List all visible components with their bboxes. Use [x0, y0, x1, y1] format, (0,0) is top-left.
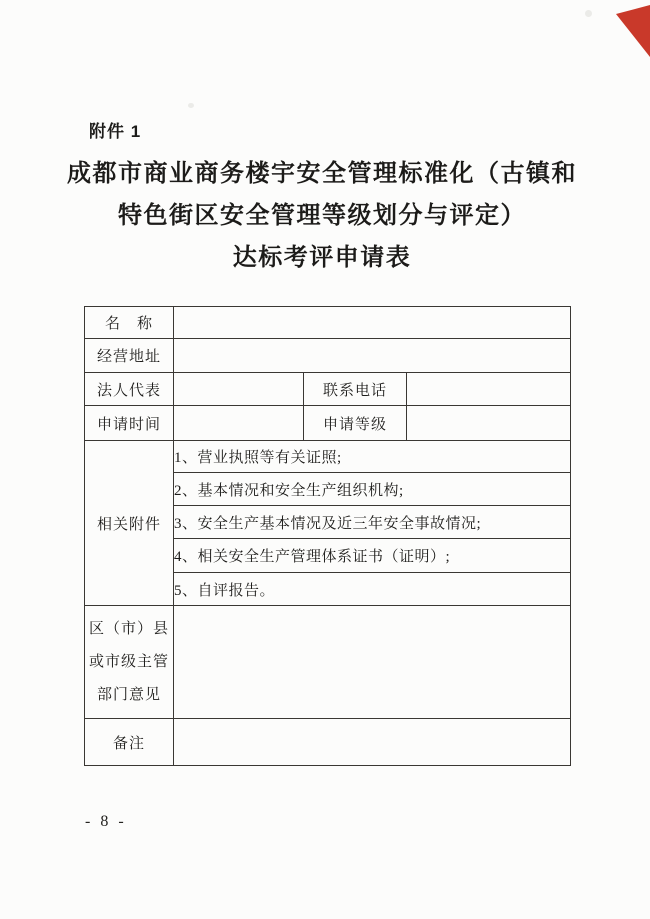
table-row-authority-opinion — [85, 606, 571, 719]
address-label: 经营地址 — [85, 339, 174, 373]
authority-opinion-label — [85, 606, 174, 719]
document-title — [0, 153, 644, 279]
remarks-value-cell — [174, 719, 571, 766]
phone-label: 联系电话 — [304, 373, 407, 406]
attachment-item-3: 3、安全生产基本情况及近三年安全事故情况; — [174, 506, 571, 539]
red-corner-fold-icon — [616, 5, 650, 57]
table-row-apply-time — [85, 406, 571, 441]
authority-label-line-1: 区（市）县 — [88, 620, 169, 637]
table-row-name — [85, 307, 571, 339]
apply-level-value-cell — [407, 406, 571, 441]
table-row-address — [85, 339, 571, 373]
apply-time-value-cell — [174, 406, 304, 441]
title-line-3: 达标考评申请表 — [232, 244, 412, 271]
table-row-remarks — [85, 719, 571, 766]
attachment-item-1: 1、营业执照等有关证照; — [174, 441, 571, 473]
attachment-item-4: 4、相关安全生产管理体系证书（证明）; — [174, 539, 571, 573]
attachment-item-2: 2、基本情况和安全生产组织机构; — [174, 473, 571, 506]
phone-value-cell — [407, 373, 571, 406]
attachments-label: 相关附件 — [85, 441, 174, 606]
authority-label-line-2: 或市级主管 — [88, 653, 169, 670]
address-value-cell — [174, 339, 571, 373]
title-line-2: 特色街区安全管理等级划分与评定） — [118, 202, 526, 229]
application-form-table — [84, 306, 571, 766]
scan-smudge — [585, 10, 592, 17]
attachment-item-5: 5、自评报告。 — [174, 573, 571, 606]
authority-label-line-3: 部门意见 — [96, 686, 161, 703]
page-number: - 8 - — [85, 813, 127, 830]
authority-opinion-cell — [174, 606, 571, 719]
apply-level-label: 申请等级 — [304, 406, 407, 441]
apply-time-label: 申请时间 — [85, 406, 174, 441]
name-value-cell — [174, 307, 571, 339]
legal-rep-value-cell — [174, 373, 304, 406]
table-row-attachment-1 — [85, 441, 571, 473]
table-row-legal-rep — [85, 373, 571, 406]
legal-rep-label: 法人代表 — [85, 373, 174, 406]
name-label: 名 称 — [85, 307, 174, 339]
scan-smudge — [188, 103, 194, 108]
attachment-number-label: 附件 1 — [89, 122, 142, 141]
red-corner-fold-shape — [616, 5, 650, 57]
remarks-label: 备注 — [85, 719, 174, 766]
title-line-1: 成都市商业商务楼宇安全管理标准化（古镇和 — [67, 160, 577, 187]
